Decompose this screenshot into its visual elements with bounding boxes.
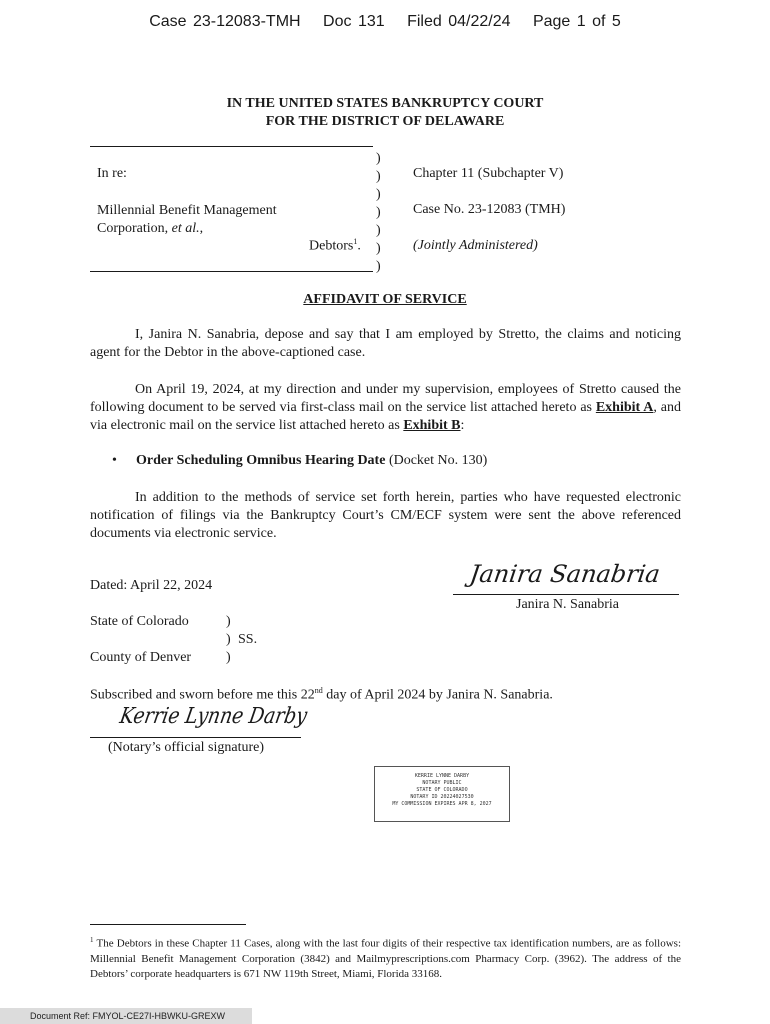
- venue-county: County of Denver: [90, 650, 192, 665]
- paragraph-electronic: In addition to the methods of service set forth herein, parties who have requested electronic notification of filings via the Bankruptcy Court’s CM/ECF system were sent the above referenced documents via electronic service.: [90, 490, 681, 541]
- subscribed-line: Subscribed and sworn before me this 22nd day of April 2024 by Janira N. Sanabria.: [90, 686, 553, 703]
- notary-label: (Notary’s official signature): [108, 740, 265, 755]
- affiant-signature: Janira Sanabria: [468, 560, 662, 588]
- in-re-label: In re:: [97, 166, 127, 181]
- filing-header: [0, 13, 770, 31]
- jointly-administered: (Jointly Administered): [413, 238, 538, 253]
- caption-bottom-rule: [90, 271, 373, 272]
- document-title: AFFIDAVIT OF SERVICE: [303, 292, 467, 307]
- paragraph-employment: I, Janira N. Sanabria, depose and say that I am employed by Stretto, the claims and noticing agent for the Debtor in the above-captioned case.: [90, 327, 681, 360]
- court-heading: [0, 95, 770, 131]
- notary-signature-rule: [90, 737, 301, 738]
- exhibit-a-ref: Exhibit A: [595, 400, 654, 415]
- venue-ss: SS.: [238, 632, 258, 647]
- notary-stamp: KERRIE LYNNE DARBY NOTARY PUBLIC STATE OF COLORADO NOTARY ID 20224027530 MY COMMISSION EXPIRES APR 8, 2027: [374, 766, 510, 822]
- signer-name: Janira N. Sanabria: [516, 597, 620, 612]
- dated-line: Dated: April 22, 2024: [90, 578, 213, 593]
- footnote: $^1$ The Debtors in these Chapter 11 Cases, along with the last four digits of their respective tax identification numbers, are as follows: Millennial Benefit Management Corporation (3842) and Mailmyprescriptions.com Pharmacy Corp. (3962). The address of the Debtors’ corporate headquarters is 671 NW 119th Street, Miami, Florida 33168.: [90, 936, 681, 980]
- page-indicator: Page 1 of 5: [532, 13, 621, 30]
- chapter-label: Chapter 11 (Subchapter V): [413, 166, 564, 181]
- court-line-1: IN THE UNITED STATES BANKRUPTCY COURT: [226, 96, 544, 111]
- document-reference: Document Ref: FMYOL-CE27I-HBWKU-GREXW: [0, 1008, 252, 1024]
- caption-top-rule: [90, 146, 373, 147]
- filed-date: Filed 04/22/24: [407, 13, 511, 30]
- paragraph-service: On April 19, 2024, at my direction and under my supervision, employees of Stretto caused the following document to be served via first-class mail on the service list attached hereto as Exhibit A, and via electronic mail on the service list attached hereto as Exhibit B:: [90, 382, 681, 433]
- notary-signature: Kerrie Lynne Darby: [117, 704, 309, 729]
- venue-state: State of Colorado: [90, 614, 189, 629]
- debtor-name: Millennial Benefit Management Corporation, et al.,: [97, 203, 277, 236]
- court-line-2: FOR THE DISTRICT OF DELAWARE: [265, 114, 505, 129]
- signature-rule: [453, 594, 679, 595]
- served-document-item: Order Scheduling Omnibus Hearing Date (Docket No. 130): [136, 453, 488, 468]
- case-no-label: Case No. 23-12083 (TMH): [413, 202, 566, 217]
- case-number: Case 23-12083-TMH: [149, 13, 301, 30]
- doc-number: Doc 131: [323, 13, 385, 30]
- bullet-icon: •: [112, 453, 117, 468]
- debtors-label: Debtors$^1$.: [309, 237, 361, 254]
- caption-parens: ) ) ) ) ) ) ): [376, 151, 381, 274]
- exhibit-b-ref: Exhibit B: [403, 418, 461, 433]
- footnote-rule: [90, 924, 246, 925]
